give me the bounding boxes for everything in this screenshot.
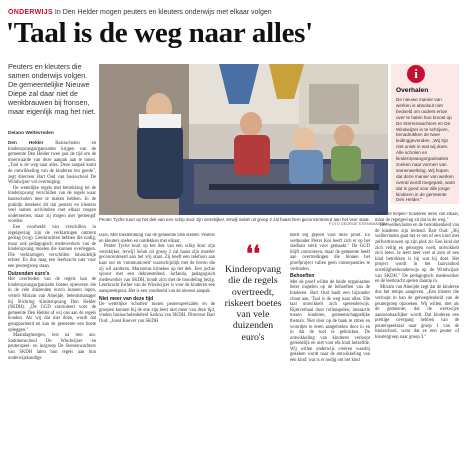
sidebar-title: Overhalen [396, 87, 429, 94]
paragraph: verder te helpen? Kinderen leren van elkaar, maar de regelgeving zit dat in de weg." [375, 212, 459, 223]
article-column-1 [8, 140, 96, 456]
paragraph: Peuter Tyche tuurt op het dek van een schip door zijn verrekijker, terwijl Selah uit groep 2 zal haast zijn moeder geconcentreerd aan het vrij staat. Zij heeft een telefoon aan haar oor en 'communiceert' waarschijnlijk met de boven die zij wil aanleren. Marzoeias krinekes op het dek. Een jochie sjouwt met een dekroestelbed. Jarfanda, pedagogisch medewerker van SKDH, houdt zich met de mondeling bezig. Leerkracht Esther van de Windwijzer is voor de kinderen een aanspreekpunt. Het is een voorbeeld van de nieuwe aanpak. [99, 244, 215, 294]
paragraph: Het overtreden van de regels kan de kinderopvangorganisatie boetes opleveren die in de vele duizenden euro's kunnen lopen, vertelt Miriam van Ameijde, beleidsmanager bij Stichting Kinderopvang Den Helder (SKDH). „De GGD controleert voor de gemeente Den Helder of wij ons aan de regels houden. Als wij dat niet doen, wordt dat gerapporteerd en kan de gemeente een boete opleggen." [8, 277, 96, 333]
article-column-2 [99, 233, 215, 456]
quote-mark-icon: ❛❛ [245, 241, 261, 266]
intro-paragraph: Peuters en kleuters die samen onderwijs volgen. De gemeentelijke Nieuwe Diepe zal daar niet de wenkbrauwen bij fronsen, maar eigenlijk mag het niet. [8, 62, 96, 117]
caption-text: Peuter Tyche tuurt op het dek van een schip door zijn verrekijker, terwijl Selah uit groep 2 zal haast hem geconcentreerd aan het veer staat. [99, 217, 370, 222]
pull-quote-text: Kinderopvang die de regels overtreedt, riskeert boetes van vele duizenden euro's [224, 264, 282, 343]
subheading: Behoeften [290, 273, 315, 280]
paragraph: De wettelijke 'schotten' tussen peuterspeelzalen en de groepen kunnen bij de ene zijn leert niet meer van deze tijd, vinden basisscholenbeleid Sarkna van SKDH. Directeur Bart Oud: „Joost Koever van SKDH [99, 302, 215, 324]
paragraph: Maandagmorgen, iets na tien uur. Sarkmenschool De Windwijzer en peuterspeel- en lozgroep De Stersenwachters van SKDH laten hun regels aan hun onderwijskundige [8, 333, 96, 361]
kicker-text: In Den Helder mogen peuters en kleuters onderwijs met elkaar volgen [54, 9, 272, 16]
paragraph: De wettelijke regels met betrekking tot de kinderopvang verschillen van de regels waar basisscholen mee te maken hebben. In de praktijk betekent dit dat peuters en kleuters veel samen activiteiten met elkaar mogen ondernemen, maar zij mogen niet 'gemengd' worden. [8, 185, 96, 225]
paragraph: Een voorbeeld van verschillen in regelgeving zijn de verklaringen omtrent gedrag (vog). Leerkrachten hebben die nodig, maar ook pedagogisch medewerkers van de kinderopvang moeten die kunnen overleggen. Die verklaringen verschillen inhoudelijk echter. En dus mag een leerkracht niet voor een peutergroep staan. [8, 224, 96, 270]
pull-quote [221, 241, 285, 343]
paragraph: Het welbevinden en de betrokkenheid van de kinderen zijn leidend. Bart Oud: „Bij welbevinden gaat het er om of een kind met zelfvertrouwen op zijn plek zit. Een kind dat zich veilig en geborgen voelt, ontwikkelt zich beter. Je leert heel veel al zien of een kind betrokken is bij wat hij doet. Het project wordt in het Jaarvanbod onveiligheidsonderwijs op de Windwijzer van SKDH." De pedagogisch medewerker en de leerkracht spelen daarop in. [375, 223, 459, 285]
info-icon: i [407, 65, 425, 83]
subheading: Duizenden euro's [8, 270, 50, 277]
article-photo [99, 64, 388, 215]
photo-credit: FOTO GEORGE STIENSMAVERA [329, 222, 388, 227]
paragraph: Met de proef willen de beide organisaties beter inspelen op de behoeften van de kinderen. Bart Oud haalt een bijzonder citaat aan, 'Taal is de weg naar alles. Die taal ontwikkelt zich spelenderwijs. Rijmverhaal door rollenspelen, interactie tussen kinderen, gemeenschappelijke thema's. Niet door op de bank te zitten en woordjes te leren aangeboden door in en in dat de tool te gebruiken. De ontwikkeling van kinderen verloopt geleidelijk en niet voor elk kind hetzelfde. Wij willen onderwijs creëren waarbij gekeken wordt naar de ontwikkeling van een kind: wat is er nodig om het kind [290, 279, 370, 364]
article-kicker [8, 9, 272, 16]
photo-illustration [99, 64, 388, 215]
headline: 'Taal is de weg naar alles' [6, 17, 313, 49]
paragraph: lzars. Met toestemming van de gemeente Den Helder. Peuters en kleuters spelen en ontdekken met elkaar. [99, 233, 215, 244]
paragraph-text: Basisscholen en kinderopvangorganisaties krijgen van de gemeente Den Helder twee jaar de tijd om de moerwaarde van deze aanpak aan te tonen. „Taal is de weg naar alles. Deze aanpak komt de ontwikkeling van de kinderen ten goede", zegt directeur Bart Oud van basisschool De Windwijzer vol overtuiging. [8, 141, 96, 186]
dateline: Den Helder [8, 140, 44, 145]
section-label: ONDERWIJS [8, 9, 53, 16]
sidebar-paragraph: De nieuwe manier van werken is absoluut niet bedoeld om ouders ertoe over te halen hun kroost op De Sterrenwachters en De Windwijzer in te schrijven, benadrukken de twee leidinggevenden. „Wij zijn niet uniek in wat wij doen. Alle scholen en kinderopvangorganisaties zoeken naar vormen van samenwerking. Wij hopen dat deze manier van werken overal wordt toegepast, want dat is goed voor alle jonge kinderen in de gemeente Den Helder." [396, 97, 455, 203]
paragraph: Miriam van Ameijde zegt dat de kinderen dus het tempo aangeven. „Een kleuter die verloopt in kan de gehoegdenheid van de peutergroep opzoeken. Wij willen, met als de gemeente, dat de werkwijze aantoonbaarlijker wordt. Dat kinderen een prettige overgang hebben van de peuterspeelzaal naar groep 1 van de basisschool, want dat ze een peuter of kleutergroep naar groep 3." [375, 284, 459, 341]
article-column-3 [290, 233, 370, 456]
paragraph: heeft erg gepleit voor deze proef. En wethouder Pieter Kos heeft zich er op het stadhuis sterk voor gemaakt." De GGD blijft controleren, maar de gemeente heeft aan overtredingen die binnen het proefproject vallen geen consequenties te verbinden. [290, 233, 370, 272]
sidebar-text [396, 97, 456, 203]
article-column-4 [375, 212, 459, 456]
photo-caption [99, 217, 388, 228]
byline: Delano Weltevreden [8, 131, 54, 136]
paragraph [8, 140, 96, 186]
subheading: Niet meer van deze tijd [99, 295, 154, 302]
